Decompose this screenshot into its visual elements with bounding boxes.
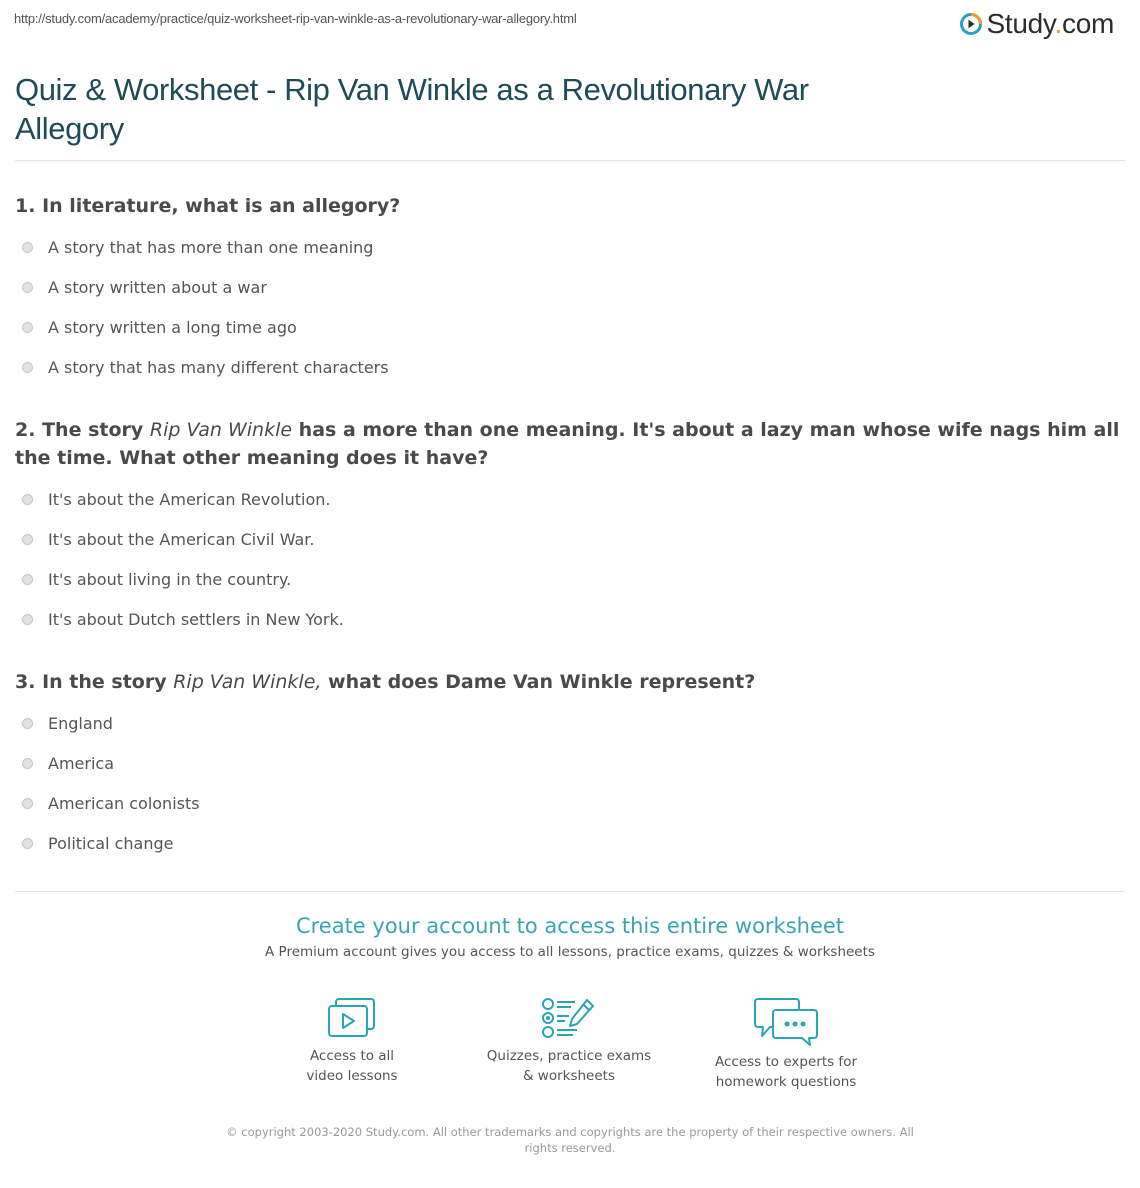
radio-button[interactable] bbox=[22, 758, 33, 769]
radio-button[interactable] bbox=[22, 282, 33, 293]
feature-experts: Access to experts for homework questions bbox=[686, 996, 886, 1092]
answer-option[interactable]: America bbox=[22, 743, 200, 783]
logo-text: Study.com bbox=[986, 8, 1114, 39]
create-account-link[interactable]: Create your account to access this entire worksheet bbox=[295, 914, 845, 938]
radio-button[interactable] bbox=[22, 574, 33, 585]
radio-button[interactable] bbox=[22, 494, 33, 505]
answer-option[interactable]: It's about Dutch settlers in New York. bbox=[22, 599, 344, 639]
answer-option[interactable]: It's about the American Revolution. bbox=[22, 479, 344, 519]
question-1: 1. In literature, what is an allegory? bbox=[15, 195, 401, 217]
radio-button[interactable] bbox=[22, 242, 33, 253]
answer-option[interactable]: American colonists bbox=[22, 783, 200, 823]
answer-option[interactable]: A story written a long time ago bbox=[22, 307, 389, 347]
radio-button[interactable] bbox=[22, 322, 33, 333]
question-1-options bbox=[22, 227, 389, 387]
promo-subtitle: A Premium account gives you access to all lessons, practice exams, quizzes & worksheets bbox=[265, 944, 875, 960]
radio-button[interactable] bbox=[22, 718, 33, 729]
radio-button[interactable] bbox=[22, 798, 33, 809]
answer-option[interactable]: It's about the American Civil War. bbox=[22, 519, 344, 559]
answer-option[interactable]: A story written about a war bbox=[22, 267, 389, 307]
chat-bubbles-icon bbox=[754, 996, 818, 1046]
promo-divider bbox=[15, 891, 1125, 892]
radio-button[interactable] bbox=[22, 534, 33, 545]
feature-quizzes: Quizzes, practice exams & worksheets bbox=[469, 996, 669, 1086]
radio-button[interactable] bbox=[22, 838, 33, 849]
radio-button[interactable] bbox=[22, 614, 33, 625]
radio-button[interactable] bbox=[22, 362, 33, 373]
header-divider bbox=[15, 160, 1125, 161]
answer-option[interactable]: Political change bbox=[22, 823, 200, 863]
question-2-options bbox=[22, 479, 344, 639]
copyright-notice: © copyright 2003-2020 Study.com. All other trademarks and copyrights are the property of their respective owners. All rights reserved. bbox=[226, 1125, 914, 1155]
study-com-logo[interactable] bbox=[959, 8, 1114, 40]
question-3: 3. In the story Rip Van Winkle, what does Dame Van Winkle represent? bbox=[15, 671, 756, 693]
quiz-checklist-icon bbox=[541, 996, 597, 1040]
question-3-options bbox=[22, 703, 200, 863]
play-circle-logo-icon bbox=[959, 12, 983, 36]
answer-option[interactable]: England bbox=[22, 703, 200, 743]
page-title: Quiz & Worksheet - Rip Van Winkle as a Revolutionary War Allegory bbox=[15, 72, 809, 146]
question-2: 2. The story Rip Van Winkle has a more than one meaning. It's about a lazy man whose wife nags him all the time. What other meaning does it have? bbox=[15, 419, 1120, 469]
answer-option[interactable]: It's about living in the country. bbox=[22, 559, 344, 599]
answer-option[interactable]: A story that has many different characters bbox=[22, 347, 389, 387]
answer-option[interactable]: A story that has more than one meaning bbox=[22, 227, 389, 267]
feature-video-lessons: Access to all video lessons bbox=[252, 996, 452, 1086]
video-lessons-icon bbox=[326, 996, 378, 1040]
page-url: http://study.com/academy/practice/quiz-worksheet-rip-van-winkle-as-a-revolutionary-war-allegory.html bbox=[14, 11, 577, 26]
